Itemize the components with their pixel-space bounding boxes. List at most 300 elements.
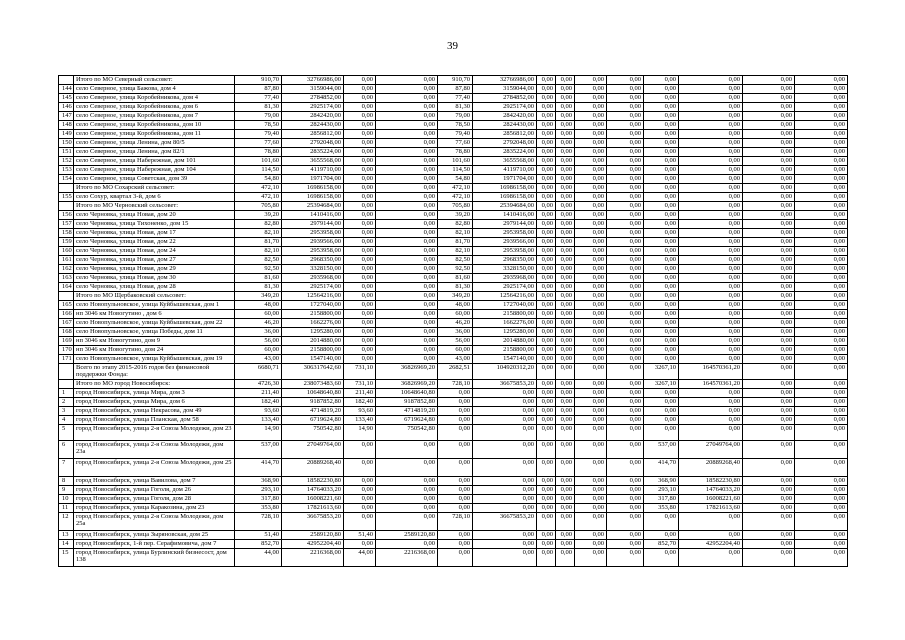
value-cell: 44,00: [344, 549, 376, 567]
address-cell: село Северное, улица Ленина, дом 80/5: [74, 139, 235, 148]
table-row: [59, 121, 848, 130]
value-cell: 0,00: [795, 157, 848, 166]
value-cell: 0,00: [679, 416, 743, 425]
value-cell: 0,00: [743, 76, 795, 85]
row-number: 159: [59, 238, 74, 247]
row-number: 12: [59, 513, 74, 531]
value-cell: 0,00: [743, 540, 795, 549]
value-cell: 0,00: [644, 283, 679, 292]
value-cell: 0,00: [644, 193, 679, 202]
value-cell: 0,00: [743, 247, 795, 256]
value-cell: 0,00: [607, 337, 644, 346]
value-cell: 51,40: [235, 531, 282, 540]
value-cell: 0,00: [575, 103, 607, 112]
table-row: [59, 148, 848, 157]
address-cell: село Новопульновское, улица Куйбышевская, дом 22: [74, 319, 235, 328]
value-cell: 1547140,00: [473, 355, 537, 364]
address-cell: город Новосибирск, улица Бурлинский бизнесост, дом 138: [74, 549, 235, 567]
table-row: [59, 549, 848, 567]
value-cell: 0,00: [473, 441, 537, 459]
value-cell: 211,40: [344, 389, 376, 398]
value-cell: 0,00: [644, 310, 679, 319]
row-number: 161: [59, 256, 74, 265]
value-cell: 0,00: [679, 148, 743, 157]
value-cell: 2953958,00: [282, 229, 344, 238]
value-cell: 0,00: [644, 148, 679, 157]
value-cell: 0,00: [344, 486, 376, 495]
value-cell: 0,00: [795, 76, 848, 85]
address-cell: город Новосибирск, улица Зыряновская, дом 25: [74, 531, 235, 540]
value-cell: 0,00: [473, 495, 537, 504]
value-cell: 0,00: [607, 540, 644, 549]
value-cell: 0,00: [679, 130, 743, 139]
table-row: [59, 139, 848, 148]
value-cell: 0,00: [607, 504, 644, 513]
value-cell: 0,00: [679, 328, 743, 337]
value-cell: 0,00: [556, 337, 575, 346]
value-cell: 0,00: [344, 292, 376, 301]
value-cell: 0,00: [556, 265, 575, 274]
value-cell: 82,50: [235, 256, 282, 265]
value-cell: 317,80: [644, 495, 679, 504]
value-cell: 0,00: [679, 310, 743, 319]
row-number: 160: [59, 247, 74, 256]
value-cell: 36,00: [438, 328, 473, 337]
value-cell: 0,00: [575, 549, 607, 567]
value-cell: 0,00: [743, 355, 795, 364]
value-cell: 537,00: [644, 441, 679, 459]
value-cell: 1662276,00: [282, 319, 344, 328]
value-cell: 42952204,40: [679, 540, 743, 549]
value-cell: 211,40: [235, 389, 282, 398]
value-cell: 2158800,00: [282, 310, 344, 319]
value-cell: 705,80: [235, 202, 282, 211]
value-cell: 78,50: [438, 121, 473, 130]
value-cell: 0,00: [644, 513, 679, 531]
value-cell: 0,00: [575, 407, 607, 416]
value-cell: 60,00: [235, 346, 282, 355]
value-cell: 2968350,00: [282, 256, 344, 265]
value-cell: 0,00: [473, 504, 537, 513]
value-cell: 79,40: [438, 130, 473, 139]
value-cell: 0,00: [743, 477, 795, 486]
value-cell: 0,00: [644, 94, 679, 103]
address-cell: село Черновка, улица Новая, дом 28: [74, 283, 235, 292]
value-cell: 0,00: [473, 549, 537, 567]
value-cell: 0,00: [376, 85, 438, 94]
value-cell: 728,10: [438, 513, 473, 531]
value-cell: 2935968,00: [282, 274, 344, 283]
value-cell: 25394684,00: [282, 202, 344, 211]
value-cell: 0,00: [679, 256, 743, 265]
value-cell: 82,80: [438, 220, 473, 229]
value-cell: 750542,80: [282, 425, 344, 441]
value-cell: 293,10: [644, 486, 679, 495]
value-cell: 0,00: [575, 416, 607, 425]
value-cell: 6719624,80: [376, 416, 438, 425]
value-cell: 728,10: [438, 380, 473, 389]
value-cell: 1971704,00: [473, 175, 537, 184]
table-row: [59, 531, 848, 540]
value-cell: 0,00: [344, 193, 376, 202]
value-cell: 0,00: [795, 130, 848, 139]
value-cell: 0,00: [575, 211, 607, 220]
table-row: [59, 211, 848, 220]
value-cell: 317,80: [235, 495, 282, 504]
address-cell: село Северное, улица Коробейникова, дом 7: [74, 112, 235, 121]
value-cell: 0,00: [537, 256, 556, 265]
value-cell: 0,00: [575, 283, 607, 292]
table-row: [59, 389, 848, 398]
value-cell: 0,00: [679, 549, 743, 567]
value-cell: 0,00: [537, 148, 556, 157]
value-cell: 0,00: [537, 477, 556, 486]
value-cell: 0,00: [537, 549, 556, 567]
value-cell: 2682,51: [438, 364, 473, 380]
value-cell: 0,00: [679, 166, 743, 175]
row-number: 164: [59, 283, 74, 292]
value-cell: 0,00: [344, 459, 376, 477]
value-cell: 0,00: [795, 220, 848, 229]
value-cell: 0,00: [556, 175, 575, 184]
value-cell: 2925174,00: [473, 103, 537, 112]
value-cell: 0,00: [556, 256, 575, 265]
table-row: [59, 274, 848, 283]
value-cell: 1295280,00: [282, 328, 344, 337]
value-cell: 0,00: [376, 184, 438, 193]
value-cell: 51,40: [344, 531, 376, 540]
value-cell: 0,00: [795, 459, 848, 477]
value-cell: 104920312,20: [473, 364, 537, 380]
value-cell: 16008221,60: [282, 495, 344, 504]
value-cell: 0,00: [575, 540, 607, 549]
value-cell: 0,00: [575, 328, 607, 337]
value-cell: 414,70: [235, 459, 282, 477]
value-cell: 852,70: [235, 540, 282, 549]
value-cell: 20889268,40: [679, 459, 743, 477]
value-cell: 0,00: [743, 389, 795, 398]
value-cell: 0,00: [537, 112, 556, 121]
value-cell: 36826969,20: [376, 380, 438, 389]
value-cell: 0,00: [556, 220, 575, 229]
value-cell: 0,00: [743, 211, 795, 220]
table-row: [59, 130, 848, 139]
value-cell: 0,00: [575, 531, 607, 540]
value-cell: 0,00: [575, 337, 607, 346]
value-cell: 0,00: [438, 504, 473, 513]
value-cell: 0,00: [743, 337, 795, 346]
value-cell: 4119710,00: [473, 166, 537, 175]
address-cell: село Северное, улица Коробейникова, дом 11: [74, 130, 235, 139]
value-cell: 3159044,00: [282, 85, 344, 94]
value-cell: 0,00: [795, 549, 848, 567]
value-cell: 133,40: [235, 416, 282, 425]
table-row: [59, 407, 848, 416]
value-cell: 0,00: [644, 319, 679, 328]
table-body: [59, 76, 848, 567]
row-number: [59, 184, 74, 193]
row-number: 10: [59, 495, 74, 504]
value-cell: 0,00: [575, 229, 607, 238]
value-cell: 81,70: [235, 238, 282, 247]
row-number: 162: [59, 265, 74, 274]
value-cell: 0,00: [607, 416, 644, 425]
value-cell: 0,00: [607, 175, 644, 184]
value-cell: 0,00: [795, 407, 848, 416]
value-cell: 0,00: [344, 112, 376, 121]
value-cell: 82,10: [235, 229, 282, 238]
value-cell: 0,00: [644, 407, 679, 416]
value-cell: 349,20: [438, 292, 473, 301]
value-cell: 2856812,00: [282, 130, 344, 139]
value-cell: 537,00: [235, 441, 282, 459]
value-cell: 0,00: [537, 346, 556, 355]
value-cell: 0,00: [607, 407, 644, 416]
value-cell: 0,00: [644, 121, 679, 130]
address-cell: Итого по МО город Новосибирск:: [74, 380, 235, 389]
value-cell: 0,00: [537, 301, 556, 310]
value-cell: 2835224,00: [282, 148, 344, 157]
table-row: [59, 495, 848, 504]
table-row: [59, 283, 848, 292]
value-cell: 0,00: [679, 175, 743, 184]
row-number: 158: [59, 229, 74, 238]
value-cell: 0,00: [376, 211, 438, 220]
value-cell: 14764033,20: [282, 486, 344, 495]
value-cell: 3267,10: [644, 380, 679, 389]
value-cell: 87,80: [438, 85, 473, 94]
value-cell: 6719624,80: [282, 416, 344, 425]
value-cell: 0,00: [537, 283, 556, 292]
value-cell: 0,00: [556, 292, 575, 301]
address-cell: город Новосибирск, улица Мира, дом 3: [74, 389, 235, 398]
value-cell: 16986158,00: [282, 184, 344, 193]
value-cell: 0,00: [575, 202, 607, 211]
table-row: [59, 355, 848, 364]
value-cell: 0,00: [607, 319, 644, 328]
value-cell: 0,00: [344, 265, 376, 274]
value-cell: 0,00: [376, 220, 438, 229]
value-cell: 0,00: [644, 549, 679, 567]
table-row: [59, 238, 848, 247]
value-cell: 0,00: [679, 220, 743, 229]
value-cell: 0,00: [795, 211, 848, 220]
value-cell: 472,10: [235, 193, 282, 202]
value-cell: 0,00: [644, 139, 679, 148]
table-row: [59, 166, 848, 175]
value-cell: 0,00: [795, 139, 848, 148]
value-cell: 0,00: [376, 139, 438, 148]
value-cell: 81,70: [438, 238, 473, 247]
value-cell: 0,00: [679, 301, 743, 310]
row-number: 166: [59, 310, 74, 319]
value-cell: 0,00: [556, 540, 575, 549]
value-cell: 18582230,80: [679, 477, 743, 486]
value-cell: 0,00: [575, 157, 607, 166]
value-cell: 60,00: [438, 346, 473, 355]
value-cell: 238073483,60: [282, 380, 344, 389]
value-cell: 0,00: [537, 130, 556, 139]
value-cell: 0,00: [795, 175, 848, 184]
table-row: [59, 94, 848, 103]
address-cell: нп 3046 км Новогутино, дом 24: [74, 346, 235, 355]
value-cell: 0,00: [376, 247, 438, 256]
value-cell: 0,00: [679, 389, 743, 398]
value-cell: 0,00: [679, 238, 743, 247]
value-cell: 0,00: [556, 486, 575, 495]
value-cell: 0,00: [644, 398, 679, 407]
value-cell: 0,00: [607, 477, 644, 486]
table-row: [59, 346, 848, 355]
address-cell: село Северное, улица Бажова, дом 4: [74, 85, 235, 94]
value-cell: 77,60: [235, 139, 282, 148]
value-cell: 0,00: [537, 355, 556, 364]
value-cell: 0,00: [575, 139, 607, 148]
address-cell: город Новосибирск, 1-й пер. Серафимовича, дом 7: [74, 540, 235, 549]
table-row: [59, 486, 848, 495]
value-cell: 910,70: [438, 76, 473, 85]
value-cell: 2784852,00: [473, 94, 537, 103]
value-cell: 0,00: [344, 256, 376, 265]
value-cell: 0,00: [537, 274, 556, 283]
value-cell: 0,00: [795, 425, 848, 441]
value-cell: 2968350,00: [473, 256, 537, 265]
value-cell: 81,30: [235, 103, 282, 112]
value-cell: 0,00: [556, 319, 575, 328]
row-number: 3: [59, 407, 74, 416]
value-cell: 10648640,80: [282, 389, 344, 398]
value-cell: 0,00: [607, 355, 644, 364]
value-cell: 0,00: [644, 229, 679, 238]
address-cell: село Новопульновское, улица Куйбышевская, дом 19: [74, 355, 235, 364]
value-cell: 0,00: [607, 531, 644, 540]
value-cell: 0,00: [679, 94, 743, 103]
table-row: [59, 504, 848, 513]
table-row: [59, 310, 848, 319]
value-cell: 2939566,00: [473, 238, 537, 247]
value-cell: 10648640,80: [376, 389, 438, 398]
value-cell: 0,00: [743, 346, 795, 355]
value-cell: 3328150,00: [282, 265, 344, 274]
value-cell: 0,00: [575, 193, 607, 202]
value-cell: 25394684,00: [473, 202, 537, 211]
value-cell: 0,00: [344, 504, 376, 513]
value-cell: 0,00: [537, 459, 556, 477]
value-cell: 54,80: [235, 175, 282, 184]
value-cell: 0,00: [743, 184, 795, 193]
value-cell: 0,00: [795, 477, 848, 486]
row-number: 168: [59, 328, 74, 337]
value-cell: 0,00: [644, 184, 679, 193]
value-cell: 82,10: [438, 229, 473, 238]
value-cell: 0,00: [344, 540, 376, 549]
value-cell: 32766986,00: [282, 76, 344, 85]
value-cell: 182,40: [344, 398, 376, 407]
value-cell: 0,00: [743, 166, 795, 175]
value-cell: 79,40: [235, 130, 282, 139]
value-cell: 0,00: [795, 486, 848, 495]
value-cell: 0,00: [607, 76, 644, 85]
value-cell: 0,00: [644, 301, 679, 310]
value-cell: 0,00: [556, 531, 575, 540]
value-cell: 0,00: [575, 380, 607, 389]
value-cell: 368,90: [235, 477, 282, 486]
value-cell: 0,00: [575, 94, 607, 103]
value-cell: 0,00: [743, 193, 795, 202]
value-cell: 27049764,00: [282, 441, 344, 459]
value-cell: 368,90: [644, 477, 679, 486]
value-cell: 0,00: [607, 549, 644, 567]
value-cell: 1410416,00: [282, 211, 344, 220]
table-row: [59, 157, 848, 166]
value-cell: 78,50: [235, 121, 282, 130]
value-cell: 0,00: [344, 85, 376, 94]
value-cell: 353,80: [235, 504, 282, 513]
value-cell: 0,00: [376, 130, 438, 139]
value-cell: 0,00: [438, 407, 473, 416]
value-cell: 81,30: [438, 283, 473, 292]
value-cell: 349,20: [235, 292, 282, 301]
value-cell: 0,00: [743, 328, 795, 337]
value-cell: 0,00: [795, 238, 848, 247]
value-cell: 2925174,00: [282, 103, 344, 112]
value-cell: 2014880,00: [282, 337, 344, 346]
value-cell: 0,00: [679, 76, 743, 85]
value-cell: 0,00: [575, 76, 607, 85]
value-cell: 0,00: [644, 112, 679, 121]
value-cell: 0,00: [556, 247, 575, 256]
value-cell: 0,00: [473, 531, 537, 540]
address-cell: село Черновка, улица Новая, дом 17: [74, 229, 235, 238]
value-cell: 0,00: [679, 425, 743, 441]
value-cell: 0,00: [644, 157, 679, 166]
value-cell: 101,60: [235, 157, 282, 166]
value-cell: 0,00: [537, 121, 556, 130]
value-cell: 0,00: [344, 76, 376, 85]
value-cell: 0,00: [344, 130, 376, 139]
row-number: [59, 76, 74, 85]
value-cell: 852,70: [644, 540, 679, 549]
value-cell: 0,00: [376, 495, 438, 504]
value-cell: 46,20: [235, 319, 282, 328]
address-cell: город Новосибирск, улица 2-я Союза Молодежи, дом 25а: [74, 513, 235, 531]
address-cell: село Северное, улица Коробейникова, дом 6: [74, 103, 235, 112]
value-cell: 0,00: [795, 166, 848, 175]
value-cell: 0,00: [556, 238, 575, 247]
row-number: 150: [59, 139, 74, 148]
value-cell: 0,00: [473, 477, 537, 486]
value-cell: 36675853,20: [473, 513, 537, 531]
value-cell: 0,00: [537, 211, 556, 220]
value-cell: 0,00: [344, 139, 376, 148]
value-cell: 731,10: [344, 364, 376, 380]
value-cell: 0,00: [537, 193, 556, 202]
row-number: 15: [59, 549, 74, 567]
value-cell: 0,00: [743, 283, 795, 292]
value-cell: 0,00: [743, 407, 795, 416]
value-cell: 0,00: [537, 76, 556, 85]
value-cell: 0,00: [644, 256, 679, 265]
value-cell: 2939566,00: [282, 238, 344, 247]
value-cell: 0,00: [556, 380, 575, 389]
row-number: 147: [59, 112, 74, 121]
value-cell: 0,00: [795, 85, 848, 94]
value-cell: 0,00: [556, 513, 575, 531]
value-cell: 472,10: [438, 184, 473, 193]
value-cell: 82,10: [438, 247, 473, 256]
value-cell: 0,00: [795, 416, 848, 425]
table-row: [59, 513, 848, 531]
